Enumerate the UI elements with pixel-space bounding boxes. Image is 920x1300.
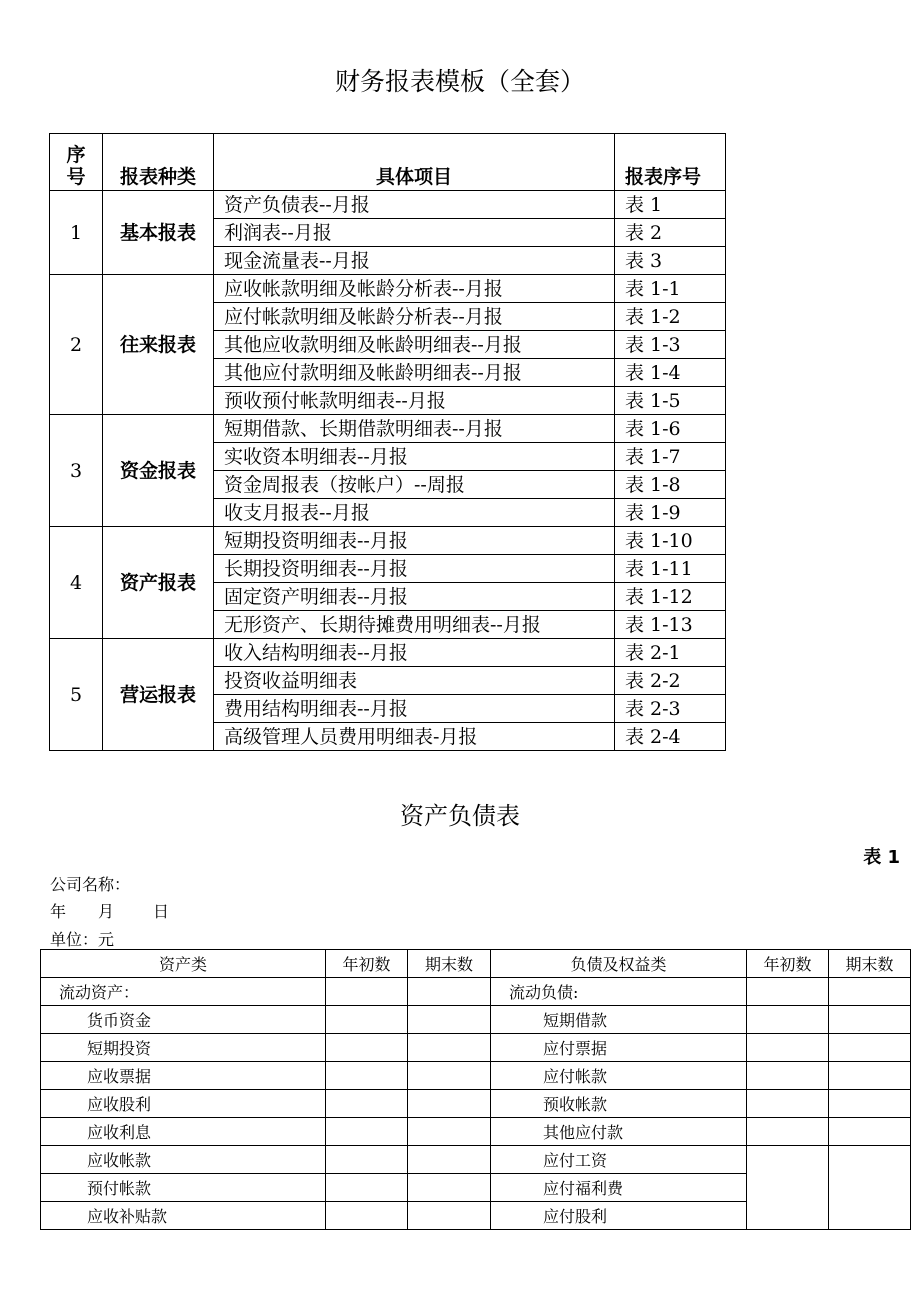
balance-sheet-row bbox=[41, 978, 911, 1006]
asset-item: 货币资金 bbox=[41, 1006, 326, 1034]
report-number: 表 2-2 bbox=[615, 667, 726, 695]
asset-end-cell bbox=[408, 1202, 491, 1230]
liability-item: 应付票据 bbox=[491, 1034, 747, 1062]
asset-item: 应收股利 bbox=[41, 1090, 326, 1118]
balance-sheet-header-row bbox=[41, 950, 911, 978]
liability-begin-cell bbox=[747, 1174, 829, 1202]
group-category: 往来报表 bbox=[103, 275, 214, 415]
liability-item: 预收帐款 bbox=[491, 1090, 747, 1118]
report-number: 表 2-3 bbox=[615, 695, 726, 723]
begin-right-header: 年初数 bbox=[747, 950, 829, 978]
asset-end-cell bbox=[408, 1034, 491, 1062]
liability-begin-cell bbox=[747, 1090, 829, 1118]
liability-item: 应付帐款 bbox=[491, 1062, 747, 1090]
report-item: 资产负债表--月报 bbox=[214, 191, 615, 219]
report-number: 表 1-12 bbox=[615, 583, 726, 611]
report-item: 固定资产明细表--月报 bbox=[214, 583, 615, 611]
report-item: 费用结构明细表--月报 bbox=[214, 695, 615, 723]
end-left-header: 期末数 bbox=[408, 950, 491, 978]
balance-sheet-row bbox=[41, 1034, 911, 1062]
index-header-row bbox=[50, 134, 726, 191]
liability-item: 流动负债: bbox=[491, 978, 747, 1006]
liability-end-cell bbox=[829, 1062, 911, 1090]
report-item: 资金周报表（按帐户）--周报 bbox=[214, 471, 615, 499]
asset-end-cell bbox=[408, 1006, 491, 1034]
asset-end-cell bbox=[408, 978, 491, 1006]
report-item: 短期投资明细表--月报 bbox=[214, 527, 615, 555]
liability-item: 应付工资 bbox=[491, 1146, 747, 1174]
report-item: 投资收益明细表 bbox=[214, 667, 615, 695]
assets-header: 资产类 bbox=[41, 950, 326, 978]
balance-sheet-table bbox=[40, 949, 911, 1230]
liability-end-cell bbox=[829, 1090, 911, 1118]
asset-begin-cell bbox=[326, 1202, 408, 1230]
report-number: 表 1-6 bbox=[615, 415, 726, 443]
report-item: 利润表--月报 bbox=[214, 219, 615, 247]
unit-label: 单位：元 bbox=[50, 930, 115, 949]
report-number: 表 2-1 bbox=[615, 639, 726, 667]
report-number: 表 1-9 bbox=[615, 499, 726, 527]
report-number: 表 1-8 bbox=[615, 471, 726, 499]
begin-left-header: 年初数 bbox=[326, 950, 408, 978]
report-item: 收支月报表--月报 bbox=[214, 499, 615, 527]
asset-end-cell bbox=[408, 1090, 491, 1118]
index-row bbox=[50, 191, 726, 219]
end-right-header: 期末数 bbox=[829, 950, 911, 978]
asset-item: 应收票据 bbox=[41, 1062, 326, 1090]
group-category: 资金报表 bbox=[103, 415, 214, 527]
balance-sheet-row bbox=[41, 1006, 911, 1034]
report-item: 长期投资明细表--月报 bbox=[214, 555, 615, 583]
asset-begin-cell bbox=[326, 1006, 408, 1034]
liability-end-cell bbox=[829, 1006, 911, 1034]
report-number: 表 2 bbox=[615, 219, 726, 247]
report-item: 短期借款、长期借款明细表--月报 bbox=[214, 415, 615, 443]
item-header: 具体项目 bbox=[214, 134, 615, 191]
report-number: 表 1-4 bbox=[615, 359, 726, 387]
report-item: 其他应付款明细及帐龄明细表--月报 bbox=[214, 359, 615, 387]
sheet-number: 表 1 bbox=[863, 847, 900, 868]
asset-end-cell bbox=[408, 1062, 491, 1090]
group-category: 资产报表 bbox=[103, 527, 214, 639]
liability-item: 其他应付款 bbox=[491, 1118, 747, 1146]
report-number: 表 2-4 bbox=[615, 723, 726, 751]
category-header: 报表种类 bbox=[103, 134, 214, 191]
month-label: 月 bbox=[98, 902, 115, 921]
asset-begin-cell bbox=[326, 1090, 408, 1118]
asset-item: 流动资产： bbox=[41, 978, 326, 1006]
day-label: 日 bbox=[153, 902, 170, 921]
liability-begin-cell bbox=[747, 1202, 829, 1230]
group-seq: 1 bbox=[50, 191, 103, 275]
company-name-label: 公司名称： bbox=[50, 875, 131, 894]
liability-item: 应付福利费 bbox=[491, 1174, 747, 1202]
asset-end-cell bbox=[408, 1174, 491, 1202]
asset-begin-cell bbox=[326, 1174, 408, 1202]
report-item: 现金流量表--月报 bbox=[214, 247, 615, 275]
asset-item: 预付帐款 bbox=[41, 1174, 326, 1202]
index-row bbox=[50, 275, 726, 303]
liability-begin-cell bbox=[747, 1062, 829, 1090]
liability-begin-cell bbox=[747, 1034, 829, 1062]
report-item: 高级管理人员费用明细表-月报 bbox=[214, 723, 615, 751]
liability-end-cell bbox=[829, 978, 911, 1006]
group-seq: 2 bbox=[50, 275, 103, 415]
balance-sheet-row bbox=[41, 1146, 911, 1174]
asset-begin-cell bbox=[326, 1034, 408, 1062]
index-row bbox=[50, 415, 726, 443]
report-item: 收入结构明细表--月报 bbox=[214, 639, 615, 667]
report-number: 表 1-10 bbox=[615, 527, 726, 555]
asset-item: 应收利息 bbox=[41, 1118, 326, 1146]
liability-end-cell bbox=[829, 1202, 911, 1230]
liability-begin-cell bbox=[747, 978, 829, 1006]
asset-item: 应收补贴款 bbox=[41, 1202, 326, 1230]
balance-sheet-row bbox=[41, 1174, 911, 1202]
index-row bbox=[50, 527, 726, 555]
balance-sheet-row bbox=[41, 1202, 911, 1230]
group-seq: 5 bbox=[50, 639, 103, 751]
report-number: 表 1-13 bbox=[615, 611, 726, 639]
report-number: 表 1-5 bbox=[615, 387, 726, 415]
group-category: 基本报表 bbox=[103, 191, 214, 275]
asset-item: 短期投资 bbox=[41, 1034, 326, 1062]
balance-sheet-row bbox=[41, 1090, 911, 1118]
asset-begin-cell bbox=[326, 1118, 408, 1146]
seq-header: 序号 bbox=[50, 134, 103, 191]
report-number: 表 1 bbox=[615, 191, 726, 219]
report-item: 预收预付帐款明细表--月报 bbox=[214, 387, 615, 415]
report-index-table bbox=[49, 133, 726, 751]
group-seq: 3 bbox=[50, 415, 103, 527]
date-line bbox=[50, 899, 169, 922]
liability-end-cell bbox=[829, 1174, 911, 1202]
liability-end-cell bbox=[829, 1146, 911, 1174]
asset-item: 应收帐款 bbox=[41, 1146, 326, 1174]
liability-item: 短期借款 bbox=[491, 1006, 747, 1034]
balance-sheet-title: 资产负债表 bbox=[400, 802, 520, 830]
report-number: 表 1-11 bbox=[615, 555, 726, 583]
asset-begin-cell bbox=[326, 978, 408, 1006]
report-number: 表 1-1 bbox=[615, 275, 726, 303]
asset-end-cell bbox=[408, 1146, 491, 1174]
index-row bbox=[50, 639, 726, 667]
report-item: 实收资本明细表--月报 bbox=[214, 443, 615, 471]
liability-end-cell bbox=[829, 1034, 911, 1062]
liability-item: 应付股利 bbox=[491, 1202, 747, 1230]
liabilities-header: 负债及权益类 bbox=[491, 950, 747, 978]
report-number: 表 1-2 bbox=[615, 303, 726, 331]
page-title: 财务报表模板（全套） bbox=[334, 67, 585, 96]
group-seq: 4 bbox=[50, 527, 103, 639]
report-item: 应收帐款明细及帐龄分析表--月报 bbox=[214, 275, 615, 303]
asset-end-cell bbox=[408, 1118, 491, 1146]
report-number: 表 3 bbox=[615, 247, 726, 275]
report-item: 其他应收款明细及帐龄明细表--月报 bbox=[214, 331, 615, 359]
liability-end-cell bbox=[829, 1118, 911, 1146]
report-no-header: 报表序号 bbox=[615, 134, 726, 191]
report-number: 表 1-3 bbox=[615, 331, 726, 359]
asset-begin-cell bbox=[326, 1062, 408, 1090]
report-item: 应付帐款明细及帐龄分析表--月报 bbox=[214, 303, 615, 331]
liability-begin-cell bbox=[747, 1118, 829, 1146]
balance-sheet-row bbox=[41, 1118, 911, 1146]
report-item: 无形资产、长期待摊费用明细表--月报 bbox=[214, 611, 615, 639]
group-category: 营运报表 bbox=[103, 639, 214, 751]
liability-begin-cell bbox=[747, 1146, 829, 1174]
report-number: 表 1-7 bbox=[615, 443, 726, 471]
liability-begin-cell bbox=[747, 1006, 829, 1034]
balance-sheet-row bbox=[41, 1062, 911, 1090]
year-label: 年 bbox=[50, 902, 67, 921]
asset-begin-cell bbox=[326, 1146, 408, 1174]
